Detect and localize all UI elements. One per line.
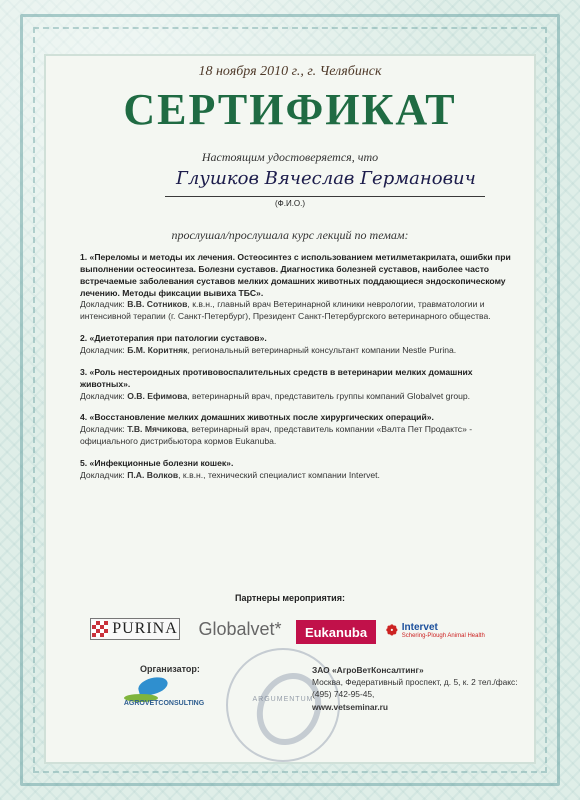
topic-item [80, 252, 512, 323]
intervet-logo [386, 618, 506, 642]
speaker-description: , к.в.н., технический специалист компании Intervet. [178, 469, 380, 480]
topic-item [80, 458, 512, 482]
topic-title: 3. «Роль нестероидных противовоспалительных средств в ветеринарии мелких домашних животных». [80, 366, 473, 389]
topic-speaker [80, 470, 512, 482]
topic-title: 5. «Инфекционные болезни кошек». [80, 458, 234, 469]
speaker-description: , ветеринарный врач, представитель группы компаний Globalvet group. [187, 390, 471, 401]
topic-title: 2. «Диетотерапия при патологии суставов». [80, 333, 267, 344]
eukanuba-logo: Eukanuba [296, 620, 376, 644]
topic-title: 1. «Переломы и методы их лечения. Остеосинтез с использованием метилметакрилата, ошибки при выполнении остеосинтеза. Болезни суставов. Диагностика болезней суставов, наиболее часто встречаемые заболевания суставов мелких домашних животных поддающиеся эндоскопическому лечению. Методы фиксации вывиха ТБС». [80, 252, 511, 298]
globalvet-logo: Globalvet* [198, 618, 282, 639]
intervet-text-block [402, 622, 485, 639]
speaker-description: , к.в.н., главный врач Ветеринарной клиники неврологии, травматологии и интенсивной терапии (г. Санкт-Петербург), Президент Санкт-Петербургского ветеринарного общества. [80, 299, 491, 322]
purina-logo-text: PURINA [112, 620, 178, 637]
topics-list [80, 252, 512, 492]
certify-line: Настоящим удостоверяется, что [201, 150, 379, 164]
topic-item [80, 412, 512, 448]
checkerboard-icon [92, 621, 108, 637]
speaker-name: В.В. Сотников [127, 299, 188, 310]
speaker-name: Т.В. Мячикова [127, 424, 187, 435]
organizer-label: Организатор: [140, 664, 200, 674]
partners-title: Партнеры мероприятия: [235, 593, 345, 603]
company-address: Москва, Федеративный проспект, д. 5, к. 2 тел./факс: (495) 742-95-45, [312, 677, 518, 700]
organizer-logo [96, 676, 232, 716]
date-line: 18 ноября 2010 г., г. Челябинск [198, 64, 382, 79]
recipient-name: Глушков Вячеслав Германович [176, 168, 476, 189]
speaker-name: П.А. Волков [127, 469, 179, 480]
speaker-prefix: Докладчик: [80, 345, 128, 356]
speaker-prefix: Докладчик: [80, 424, 128, 435]
company-info [312, 664, 522, 713]
topic-speaker [80, 424, 512, 448]
fio-label: (Ф.И.О.) [274, 199, 306, 208]
certificate-title: СЕРТИФИКАТ [123, 85, 457, 134]
topic-title: 4. «Восстановление мелких домашних животных после хирургических операций». [80, 412, 434, 423]
speaker-prefix: Докладчик: [80, 469, 128, 480]
organizer-logo-text: AGROVETCONSULTING [123, 700, 205, 707]
company-website: www.vetseminar.ru [312, 701, 389, 712]
speaker-description: , ветеринарный врач, представитель компании «Валта Пет Продактс» - официального дистрибьютора кормов Eukanuba. [80, 424, 473, 447]
company-name [312, 664, 522, 676]
purina-logo [90, 618, 180, 640]
company-name-text: ЗАО «АгроВетКонсалтинг» [312, 665, 424, 675]
topic-speaker [80, 299, 512, 323]
topic-item [80, 333, 512, 357]
intervet-swirl-icon: ❁ [386, 621, 398, 638]
seal-text: ARGUMENTUM [252, 696, 314, 703]
intervet-subtitle: Schering-Plough Animal Health [401, 632, 485, 639]
speaker-prefix: Докладчик: [80, 299, 128, 310]
intervet-logo-text: Intervet [401, 621, 438, 633]
topic-speaker [80, 391, 512, 403]
speaker-name: Б.М. Коритняк [127, 345, 188, 356]
topic-speaker [80, 345, 512, 357]
name-underline [165, 196, 485, 197]
lectures-intro: прослушал/прослушала курс лекций по темам: [171, 228, 409, 242]
speaker-prefix: Докладчик: [80, 390, 128, 401]
speaker-name: О.В. Ефимова [127, 390, 188, 401]
topic-item [80, 367, 512, 403]
speaker-description: , региональный ветеринарный консультант компании Nestle Purina. [187, 345, 457, 356]
